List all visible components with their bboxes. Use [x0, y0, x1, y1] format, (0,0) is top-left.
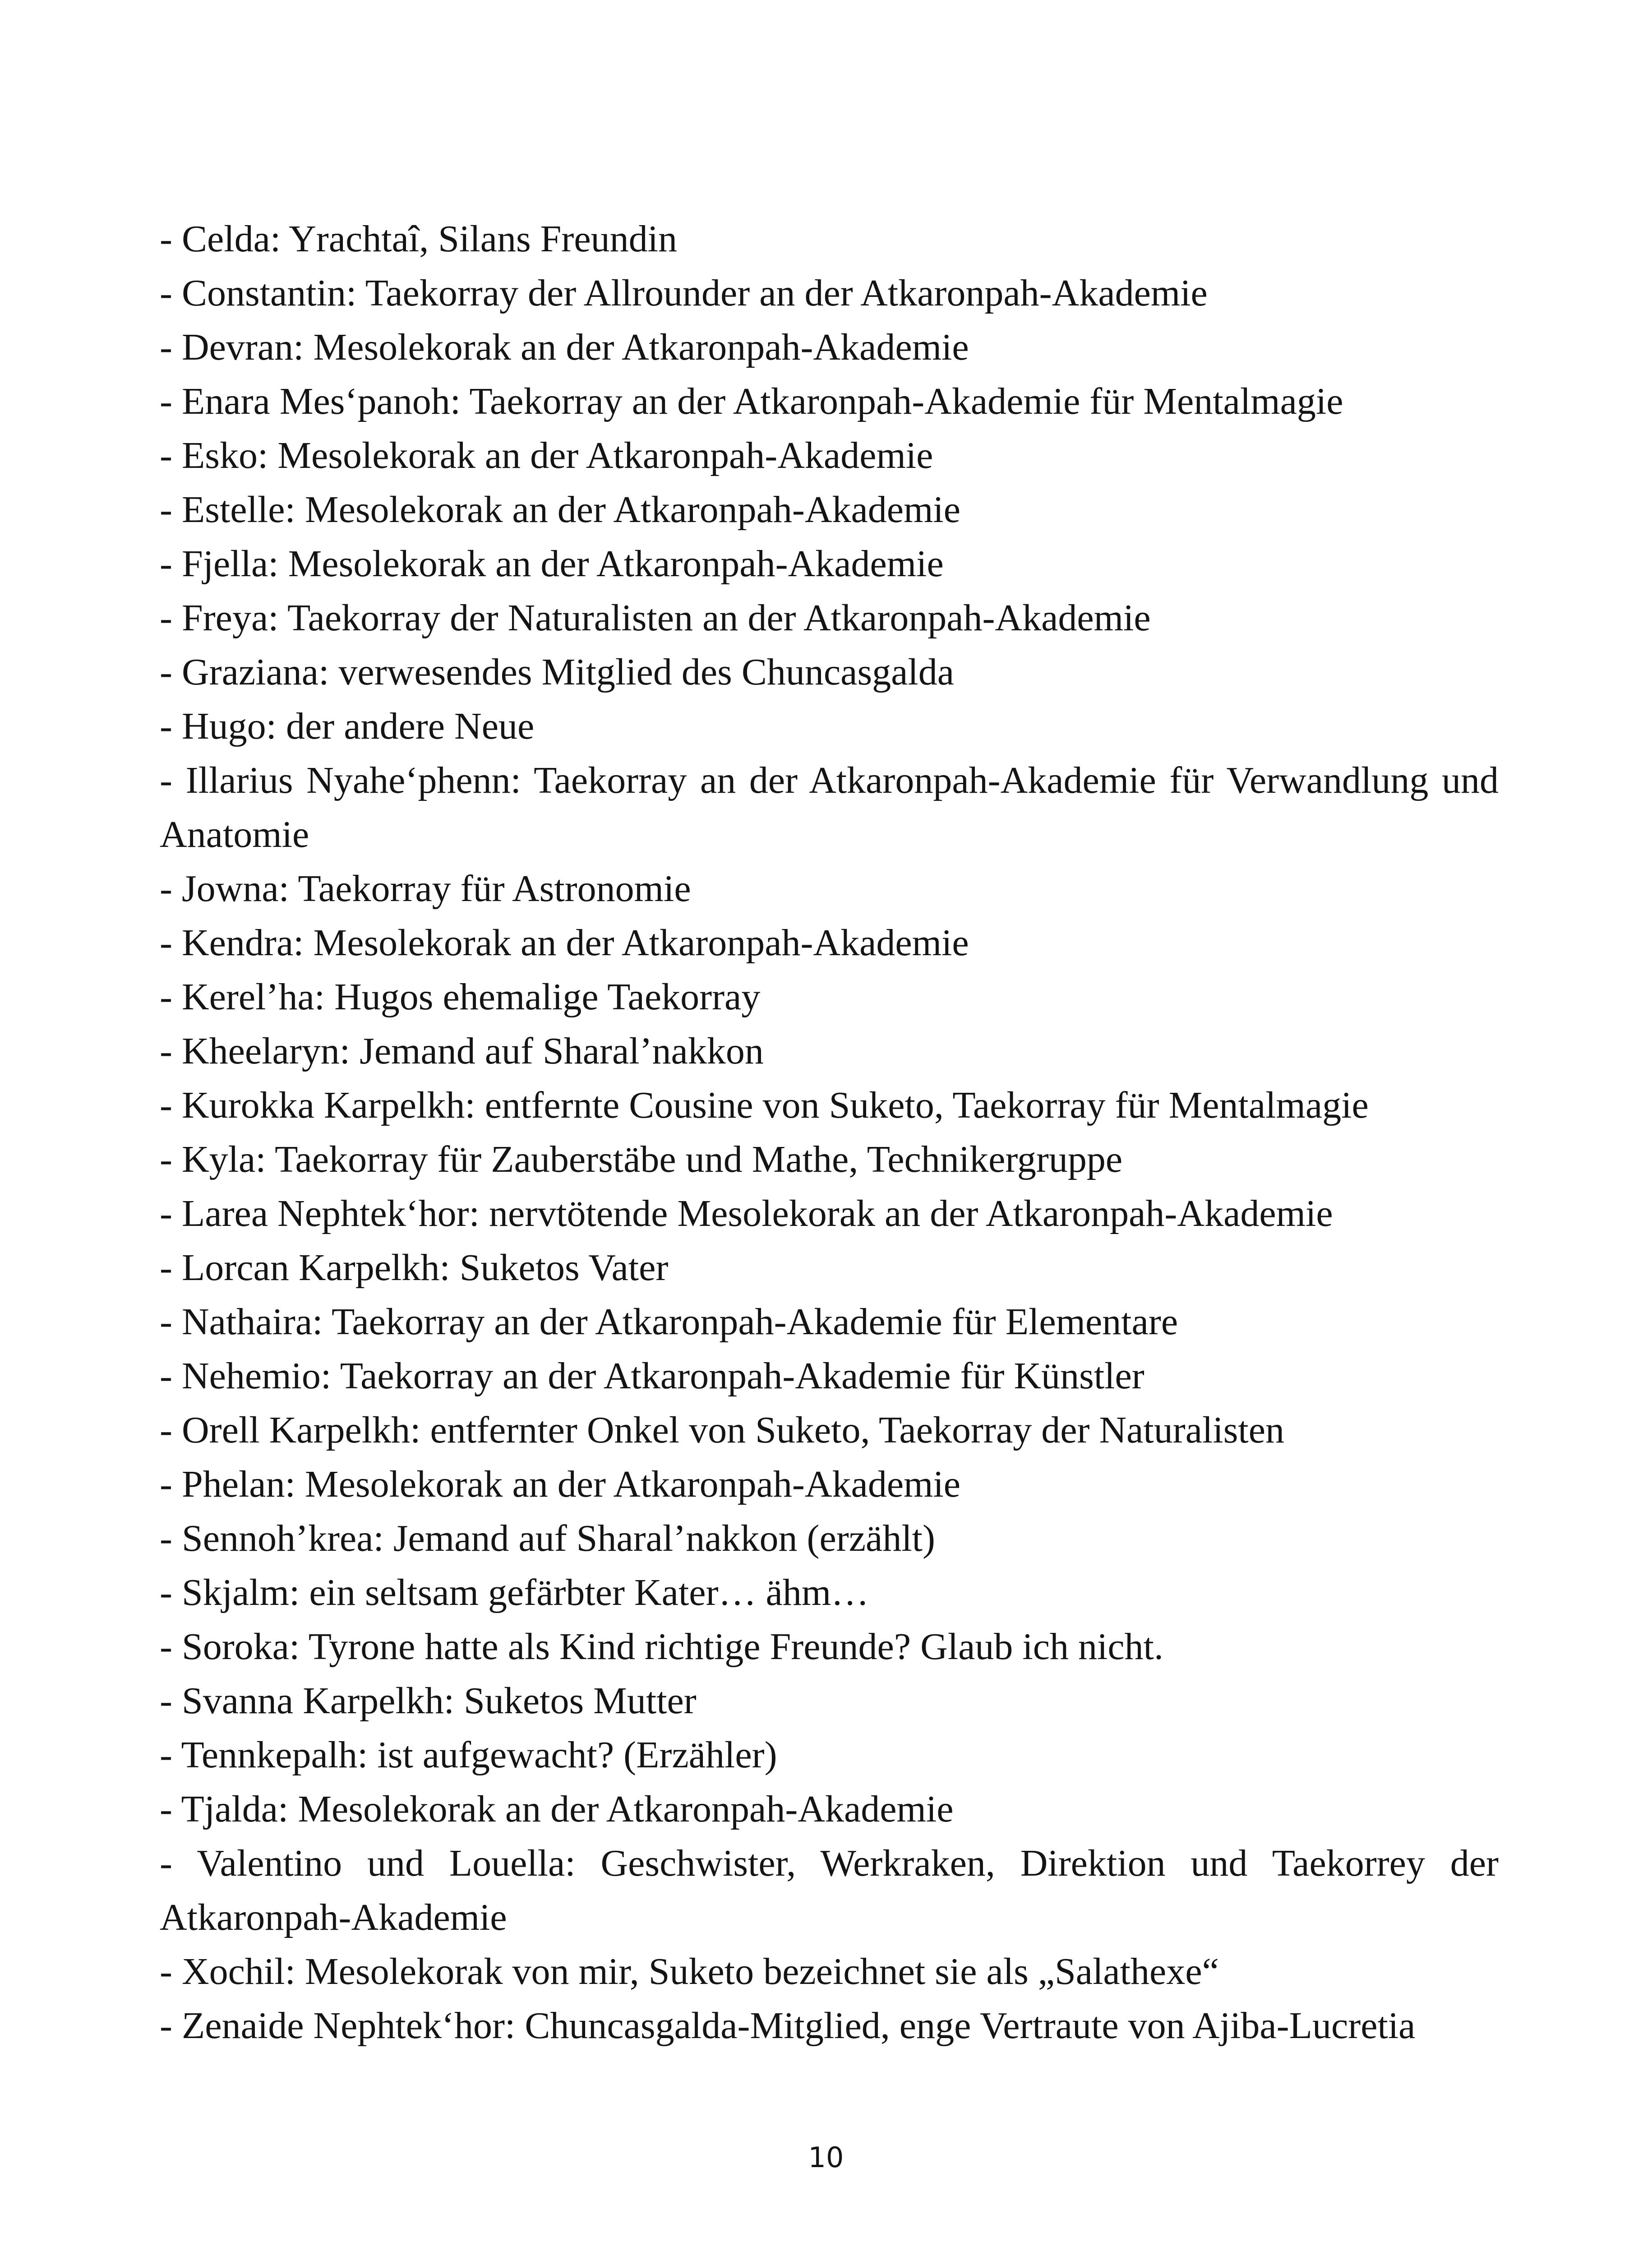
page-number: 10	[808, 2141, 844, 2174]
list-item: - Skjalm: ein seltsam gefärbter Kater… ähm…	[160, 1572, 869, 1613]
list-item: - Phelan: Mesolekorak an der Atkaronpah-Akademie	[160, 1463, 961, 1505]
list-item: - Sennoh’krea: Jemand auf Sharal’nakkon (erzählt)	[160, 1517, 935, 1559]
list-item: - Graziana: verwesendes Mitglied des Chuncasgalda	[160, 651, 955, 693]
list-item: - Hugo: der andere Neue	[160, 705, 535, 747]
list-item: - Orell Karpelkh: entfernter Onkel von Suketo, Taekorray der Naturalisten	[160, 1409, 1285, 1451]
list-item: - Jowna: Taekorray für Astronomie	[160, 868, 691, 910]
list-item: - Larea Nephtek‘hor: nervtötende Mesolekorak an der Atkaronpah-Akademie	[160, 1193, 1333, 1234]
list-item: - Xochil: Mesolekorak von mir, Suketo bezeichnet sie als „Salathexe“	[160, 1951, 1219, 1992]
list-item: - Kyla: Taekorray für Zauberstäbe und Mathe, Technikergruppe	[160, 1138, 1123, 1180]
list-item: - Devran: Mesolekorak an der Atkaronpah-Akademie	[160, 326, 969, 368]
list-item: - Svanna Karpelkh: Suketos Mutter	[160, 1680, 697, 1722]
list-item: - Fjella: Mesolekorak an der Atkaronpah-Akademie	[160, 543, 944, 585]
list-item: - Kheelaryn: Jemand auf Sharal’nakkon	[160, 1030, 764, 1072]
list-item: - Kurokka Karpelkh: entfernte Cousine von Suketo, Taekorray für Mentalmagie	[160, 1084, 1369, 1126]
list-item: - Kerel’ha: Hugos ehemalige Taekorray	[160, 976, 761, 1018]
list-item: - Nehemio: Taekorray an der Atkaronpah-Akademie für Künstler	[160, 1355, 1144, 1397]
list-item: - Lorcan Karpelkh: Suketos Vater	[160, 1247, 669, 1289]
list-item: - Celda: Yrachtaî, Silans Freundin	[160, 218, 677, 260]
list-item: - Nathaira: Taekorray an der Atkaronpah-Akademie für Elementare	[160, 1301, 1178, 1343]
list-item: - Esko: Mesolekorak an der Atkaronpah-Akademie	[160, 435, 933, 476]
list-item: - Soroka: Tyrone hatte als Kind richtige Freunde? Glaub ich nicht.	[160, 1626, 1163, 1668]
list-item: - Estelle: Mesolekorak an der Atkaronpah-Akademie	[160, 489, 961, 531]
list-item: - Tjalda: Mesolekorak an der Atkaronpah-Akademie	[160, 1788, 954, 1830]
list-item: - Kendra: Mesolekorak an der Atkaronpah-Akademie	[160, 922, 969, 964]
list-item: - Tennkepalh: ist aufgewacht? (Erzähler)	[160, 1734, 777, 1776]
list-item: - Valentino und Louella: Geschwister, Werkraken, Direktion und Taekorrey der Atkaronpah-Akademie	[160, 1842, 1499, 1938]
list-item: - Illarius Nyahe‘phenn: Taekorray an der Atkaronpah-Akademie für Verwandlung und Anatomie	[160, 759, 1499, 855]
list-item: - Freya: Taekorray der Naturalisten an der Atkaronpah-Akademie	[160, 597, 1151, 639]
list-item: - Zenaide Nephtek‘hor: Chuncasgalda-Mitglied, enge Vertraute von Ajiba-Lucretia	[160, 2005, 1416, 2047]
list-item: - Constantin: Taekorray der Allrounder an der Atkaronpah-Akademie	[160, 272, 1208, 314]
list-item: - Enara Mes‘panoh: Taekorray an der Atkaronpah-Akademie für Mentalmagie	[160, 380, 1343, 422]
character-list	[160, 212, 1499, 2053]
